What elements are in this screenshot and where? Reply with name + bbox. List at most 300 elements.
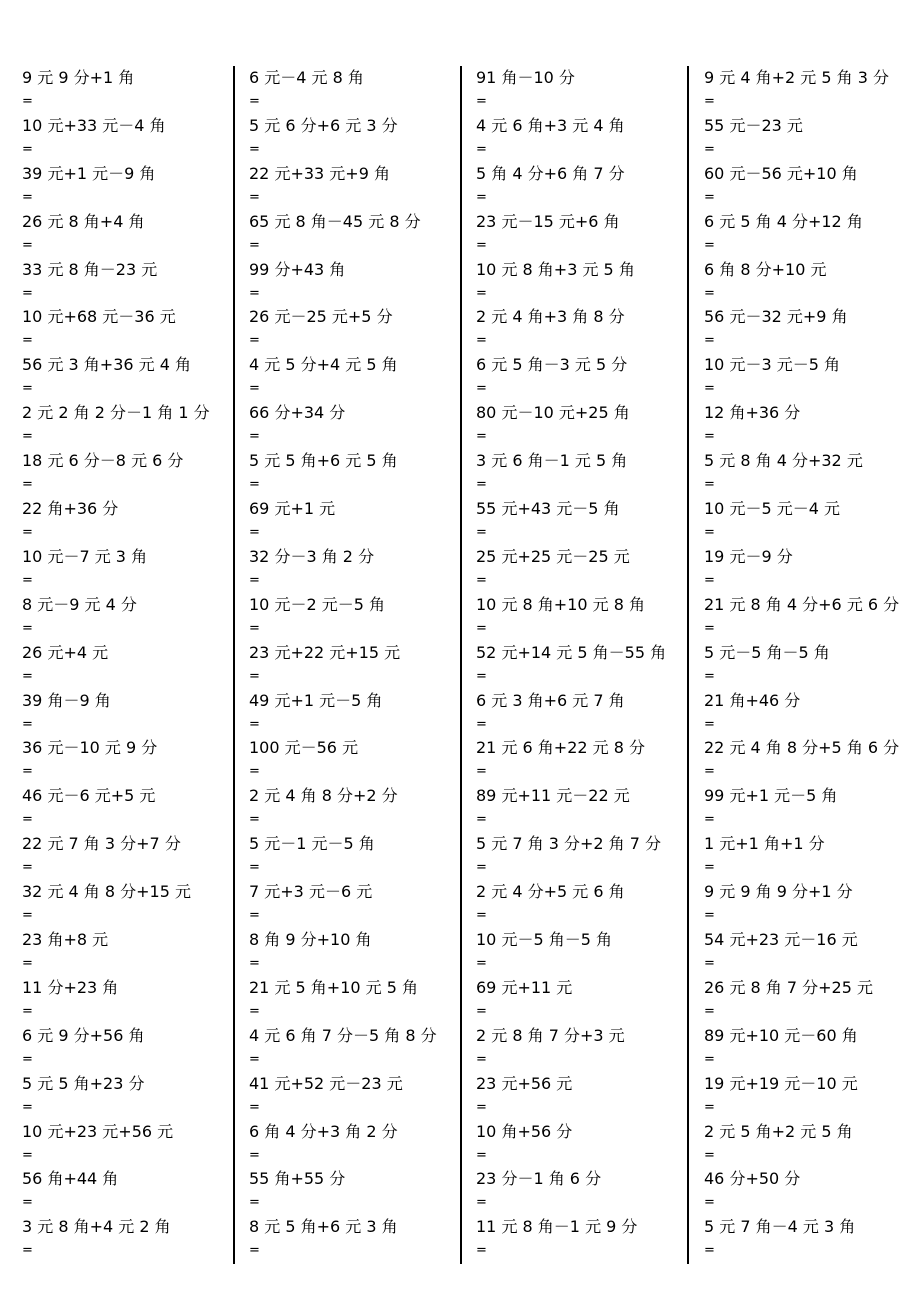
answer-equals-line[interactable]: = <box>704 1195 715 1211</box>
problem-expression: 12 角+36 分 <box>704 403 801 423</box>
answer-equals-line[interactable]: = <box>249 860 260 876</box>
problem-expression: 69 元+11 元 <box>476 977 573 997</box>
problem-item <box>249 353 471 401</box>
problem-item <box>249 784 471 832</box>
problem-expression: 2 元 4 角+3 角 8 分 <box>476 307 625 327</box>
problem-expression: 2 元 4 分+5 元 6 角 <box>476 882 625 902</box>
answer-equals-line[interactable]: = <box>476 860 487 876</box>
answer-equals-line[interactable]: = <box>704 333 715 349</box>
problem-expression: 23 分－1 角 6 分 <box>476 1169 602 1189</box>
problem-expression: 10 元+68 元－36 元 <box>22 307 176 327</box>
problem-item <box>22 784 244 832</box>
problem-item <box>249 545 471 593</box>
answer-equals-line[interactable]: = <box>249 764 260 780</box>
problem-item <box>22 736 244 784</box>
answer-equals-line[interactable]: = <box>22 956 33 972</box>
problem-item <box>249 1167 471 1215</box>
problem-expression: 9 元 9 分+1 角 <box>22 68 135 87</box>
problem-item <box>476 736 698 784</box>
problem-item <box>22 593 244 641</box>
problem-item <box>704 593 920 641</box>
problem-expression: 5 元－1 元－5 角 <box>249 834 375 854</box>
problem-expression: 66 分+34 分 <box>249 403 346 423</box>
problem-item <box>704 1167 920 1215</box>
answer-equals-line[interactable]: = <box>476 477 487 493</box>
problem-item <box>476 497 698 545</box>
answer-equals-line[interactable]: = <box>249 1243 260 1259</box>
problem-expression: 36 元－10 元 9 分 <box>22 738 158 758</box>
problem-expression: 39 元+1 元－9 角 <box>22 163 156 183</box>
answer-equals-line[interactable]: = <box>476 1003 487 1019</box>
problem-item <box>22 353 244 401</box>
answer-equals-line[interactable]: = <box>704 477 715 493</box>
problem-item <box>249 114 471 162</box>
problem-expression: 10 元－5 元－4 元 <box>704 499 840 519</box>
problem-expression: 21 元 8 角 4 分+6 元 6 分 <box>704 594 900 614</box>
answer-equals-line[interactable]: = <box>476 620 487 636</box>
problem-expression: 55 元+43 元－5 角 <box>476 499 620 519</box>
answer-equals-line[interactable]: = <box>704 956 715 972</box>
problem-expression: 8 元 5 角+6 元 3 角 <box>249 1217 398 1237</box>
answer-equals-line[interactable]: = <box>22 812 33 828</box>
problem-expression: 11 元 8 角－1 元 9 分 <box>476 1217 638 1237</box>
problem-column-1 <box>22 66 244 1263</box>
problem-item <box>476 162 698 210</box>
problem-item <box>476 784 698 832</box>
answer-equals-line[interactable]: = <box>476 237 487 253</box>
answer-equals-line[interactable]: = <box>22 525 33 541</box>
problem-item <box>249 66 471 114</box>
problem-expression: 19 元－9 分 <box>704 546 793 566</box>
answer-equals-line[interactable]: = <box>22 477 33 493</box>
answer-equals-line[interactable]: = <box>22 285 33 301</box>
problem-expression: 23 元－15 元+6 角 <box>476 211 620 231</box>
problem-expression: 21 元 5 角+10 元 5 角 <box>249 977 419 997</box>
problem-item <box>249 641 471 689</box>
problem-item <box>249 689 471 737</box>
problem-expression: 5 元 5 角+23 分 <box>22 1073 145 1093</box>
problem-item <box>476 593 698 641</box>
answer-equals-line[interactable]: = <box>22 1147 33 1163</box>
problem-item <box>22 66 244 114</box>
problem-item <box>704 401 920 449</box>
problem-expression: 21 元 6 角+22 元 8 分 <box>476 738 646 758</box>
answer-equals-line[interactable]: = <box>704 285 715 301</box>
problem-item <box>249 1120 471 1168</box>
answer-equals-line[interactable]: = <box>476 764 487 780</box>
problem-expression: 4 元 6 角+3 元 4 角 <box>476 115 625 135</box>
answer-equals-line[interactable]: = <box>249 333 260 349</box>
problem-expression: 69 元+1 元 <box>249 499 336 519</box>
answer-equals-line[interactable]: = <box>476 812 487 828</box>
answer-equals-line[interactable]: = <box>476 381 487 397</box>
answer-equals-line[interactable]: = <box>704 1051 715 1067</box>
problem-item <box>249 832 471 880</box>
problem-item <box>476 832 698 880</box>
answer-equals-line[interactable]: = <box>476 1195 487 1211</box>
answer-equals-line[interactable]: = <box>22 237 33 253</box>
answer-equals-line[interactable]: = <box>704 1099 715 1115</box>
problem-expression: 2 元 8 角 7 分+3 元 <box>476 1025 625 1045</box>
answer-equals-line[interactable]: = <box>249 812 260 828</box>
problem-item <box>22 1167 244 1215</box>
answer-equals-line[interactable]: = <box>476 668 487 684</box>
problem-expression: 46 元－6 元+5 元 <box>22 786 156 806</box>
problem-item <box>476 928 698 976</box>
problem-item <box>249 162 471 210</box>
problem-expression: 54 元+23 元－16 元 <box>704 930 858 950</box>
answer-equals-line[interactable]: = <box>249 525 260 541</box>
answer-equals-line[interactable]: = <box>249 285 260 301</box>
answer-equals-line[interactable]: = <box>476 141 487 157</box>
answer-equals-line[interactable]: = <box>476 1147 487 1163</box>
problem-item <box>249 593 471 641</box>
answer-equals-line[interactable]: = <box>249 908 260 924</box>
answer-equals-line[interactable]: = <box>249 94 260 109</box>
answer-equals-line[interactable]: = <box>476 333 487 349</box>
problem-item <box>22 880 244 928</box>
answer-equals-line[interactable]: = <box>704 1243 715 1259</box>
problem-expression: 23 元+22 元+15 元 <box>249 642 401 662</box>
answer-equals-line[interactable]: = <box>476 1243 487 1259</box>
problem-expression: 22 元+33 元+9 角 <box>249 163 390 183</box>
problem-expression: 11 分+23 角 <box>22 977 119 997</box>
problem-expression: 2 元 2 角 2 分－1 角 1 分 <box>22 403 210 423</box>
problem-item <box>704 305 920 353</box>
problem-item <box>704 689 920 737</box>
problem-expression: 10 角+56 分 <box>476 1121 573 1141</box>
problem-expression: 6 角 4 分+3 角 2 分 <box>249 1121 398 1141</box>
problem-expression: 4 元 6 角 7 分－5 角 8 分 <box>249 1025 437 1045</box>
problem-expression: 21 角+46 分 <box>704 690 801 710</box>
answer-equals-line[interactable]: = <box>22 94 33 109</box>
answer-equals-line[interactable]: = <box>249 716 260 732</box>
answer-equals-line[interactable]: = <box>704 716 715 732</box>
problem-item <box>476 114 698 162</box>
problem-expression: 23 元+56 元 <box>476 1073 573 1093</box>
problem-expression: 6 元 5 角 4 分+12 角 <box>704 211 863 231</box>
problem-item <box>476 1120 698 1168</box>
problem-expression: 10 元－7 元 3 角 <box>22 546 148 566</box>
answer-equals-line[interactable]: = <box>249 237 260 253</box>
answer-equals-line[interactable]: = <box>22 381 33 397</box>
problem-column-2 <box>249 66 471 1263</box>
answer-equals-line[interactable]: = <box>22 1003 33 1019</box>
problem-item <box>22 258 244 306</box>
answer-equals-line[interactable]: = <box>704 764 715 780</box>
problem-column-4 <box>704 66 920 1263</box>
answer-equals-line[interactable]: = <box>704 812 715 828</box>
problem-item <box>22 401 244 449</box>
problem-expression: 39 角－9 角 <box>22 690 111 710</box>
problem-expression: 46 分+50 分 <box>704 1169 801 1189</box>
problem-item <box>22 114 244 162</box>
problem-item <box>704 114 920 162</box>
problem-expression: 5 元 7 角－4 元 3 角 <box>704 1217 856 1237</box>
answer-equals-line[interactable]: = <box>476 285 487 301</box>
answer-equals-line[interactable]: = <box>249 381 260 397</box>
problem-item <box>704 641 920 689</box>
problem-item <box>22 641 244 689</box>
problem-item <box>22 497 244 545</box>
problem-expression: 55 元－23 元 <box>704 115 803 135</box>
problem-expression: 80 元－10 元+25 角 <box>476 403 630 423</box>
answer-equals-line[interactable]: = <box>249 572 260 588</box>
problem-item <box>704 66 920 114</box>
problem-expression: 60 元－56 元+10 角 <box>704 163 858 183</box>
problem-item <box>22 162 244 210</box>
problem-expression: 25 元+25 元－25 元 <box>476 546 630 566</box>
answer-equals-line[interactable]: = <box>476 525 487 541</box>
answer-equals-line[interactable]: = <box>22 1051 33 1067</box>
answer-equals-line[interactable]: = <box>704 525 715 541</box>
answer-equals-line[interactable]: = <box>704 189 715 205</box>
problem-expression: 55 角+55 分 <box>249 1169 346 1189</box>
problem-expression: 6 元－4 元 8 角 <box>249 68 364 87</box>
answer-equals-line[interactable]: = <box>22 429 33 445</box>
problem-expression: 10 元 8 角+10 元 8 角 <box>476 594 646 614</box>
answer-equals-line[interactable]: = <box>704 429 715 445</box>
problem-item <box>22 928 244 976</box>
problem-expression: 32 分－3 角 2 分 <box>249 546 375 566</box>
problem-item <box>249 880 471 928</box>
answer-equals-line[interactable]: = <box>476 956 487 972</box>
answer-equals-line[interactable]: = <box>22 189 33 205</box>
problem-item <box>476 976 698 1024</box>
problem-expression: 2 元 5 角+2 元 5 角 <box>704 1121 853 1141</box>
answer-equals-line[interactable]: = <box>22 141 33 157</box>
problem-expression: 5 元 6 分+6 元 3 分 <box>249 115 398 135</box>
problem-item <box>249 736 471 784</box>
problem-expression: 5 元－5 角－5 角 <box>704 642 830 662</box>
answer-equals-line[interactable]: = <box>249 1195 260 1211</box>
problem-item <box>249 497 471 545</box>
problem-item <box>22 545 244 593</box>
answer-equals-line[interactable]: = <box>476 94 487 109</box>
answer-equals-line[interactable]: = <box>22 1195 33 1211</box>
problem-expression: 41 元+52 元－23 元 <box>249 1073 403 1093</box>
problem-item <box>704 545 920 593</box>
problem-item <box>249 449 471 497</box>
answer-equals-line[interactable]: = <box>249 1099 260 1115</box>
problem-expression: 52 元+14 元 5 角－55 角 <box>476 642 667 662</box>
problem-expression: 26 元+4 元 <box>22 642 109 662</box>
problem-item <box>476 66 698 114</box>
problem-expression: 2 元 4 角 8 分+2 分 <box>249 786 398 806</box>
problem-expression: 99 分+43 角 <box>249 259 346 279</box>
answer-equals-line[interactable]: = <box>22 764 33 780</box>
answer-equals-line[interactable]: = <box>704 237 715 253</box>
problem-item <box>249 928 471 976</box>
problem-item <box>476 880 698 928</box>
problem-expression: 26 元－25 元+5 分 <box>249 307 393 327</box>
answer-equals-line[interactable]: = <box>22 908 33 924</box>
problem-item <box>476 305 698 353</box>
problem-item <box>704 162 920 210</box>
problem-item <box>476 689 698 737</box>
problem-item <box>476 353 698 401</box>
problem-expression: 26 元 8 角 7 分+25 元 <box>704 977 874 997</box>
answer-equals-line[interactable]: = <box>249 956 260 972</box>
answer-equals-line[interactable]: = <box>704 94 715 109</box>
answer-equals-line[interactable]: = <box>249 1051 260 1067</box>
problem-item <box>704 832 920 880</box>
problem-item <box>476 1215 698 1263</box>
problem-expression: 18 元 6 分－8 元 6 分 <box>22 451 184 471</box>
problem-item <box>22 305 244 353</box>
problem-expression: 22 元 4 角 8 分+5 角 6 分 <box>704 738 900 758</box>
answer-equals-line[interactable]: = <box>249 141 260 157</box>
answer-equals-line[interactable]: = <box>476 429 487 445</box>
problem-item <box>22 832 244 880</box>
problem-item <box>476 449 698 497</box>
problem-expression: 9 元 9 角 9 分+1 分 <box>704 882 853 902</box>
answer-equals-line[interactable]: = <box>476 1099 487 1115</box>
problem-expression: 6 元 5 角－3 元 5 分 <box>476 355 628 375</box>
answer-equals-line[interactable]: = <box>704 141 715 157</box>
answer-equals-line[interactable]: = <box>22 668 33 684</box>
problem-item <box>704 1072 920 1120</box>
problem-item <box>22 210 244 258</box>
problem-expression: 5 元 7 角 3 分+2 角 7 分 <box>476 834 661 854</box>
problem-expression: 10 元－3 元－5 角 <box>704 355 840 375</box>
problem-expression: 10 元 8 角+3 元 5 角 <box>476 259 635 279</box>
answer-equals-line[interactable]: = <box>704 620 715 636</box>
answer-equals-line[interactable]: = <box>22 1099 33 1115</box>
problem-expression: 3 元 6 角－1 元 5 角 <box>476 451 628 471</box>
answer-equals-line[interactable]: = <box>476 908 487 924</box>
answer-equals-line[interactable]: = <box>704 1147 715 1163</box>
problem-expression: 91 角－10 分 <box>476 68 575 87</box>
answer-equals-line[interactable]: = <box>249 1147 260 1163</box>
problem-expression: 10 元－2 元－5 角 <box>249 594 385 614</box>
problem-expression: 6 元 3 角+6 元 7 角 <box>476 690 625 710</box>
problem-item <box>249 401 471 449</box>
problem-item <box>704 449 920 497</box>
problem-expression: 5 角 4 分+6 角 7 分 <box>476 163 625 183</box>
answer-equals-line[interactable]: = <box>704 381 715 397</box>
problem-expression: 65 元 8 角－45 元 8 分 <box>249 211 421 231</box>
problem-expression: 56 元－32 元+9 角 <box>704 307 848 327</box>
answer-equals-line[interactable]: = <box>22 716 33 732</box>
problem-item <box>704 976 920 1024</box>
answer-equals-line[interactable]: = <box>249 1003 260 1019</box>
problem-expression: 5 元 8 角 4 分+32 元 <box>704 451 863 471</box>
problem-expression: 19 元+19 元－10 元 <box>704 1073 858 1093</box>
problem-item <box>476 401 698 449</box>
problem-item <box>476 210 698 258</box>
answer-equals-line[interactable]: = <box>22 572 33 588</box>
problem-item <box>249 1072 471 1120</box>
problem-expression: 5 元 5 角+6 元 5 角 <box>249 451 398 471</box>
problem-item <box>704 1120 920 1168</box>
answer-equals-line[interactable]: = <box>249 668 260 684</box>
problem-item <box>476 545 698 593</box>
problem-expression: 56 角+44 角 <box>22 1169 119 1189</box>
answer-equals-line[interactable]: = <box>476 716 487 732</box>
answer-equals-line[interactable]: = <box>22 1243 33 1259</box>
problem-item <box>22 1072 244 1120</box>
answer-equals-line[interactable]: = <box>704 668 715 684</box>
problem-item <box>704 353 920 401</box>
answer-equals-line[interactable]: = <box>249 429 260 445</box>
answer-equals-line[interactable]: = <box>476 572 487 588</box>
answer-equals-line[interactable]: = <box>704 908 715 924</box>
problem-expression: 8 元－9 元 4 分 <box>22 594 137 614</box>
answer-equals-line[interactable]: = <box>249 189 260 205</box>
problem-item <box>704 736 920 784</box>
problem-item <box>22 1024 244 1072</box>
answer-equals-line[interactable]: = <box>704 572 715 588</box>
problem-item <box>704 210 920 258</box>
problem-expression: 4 元 5 分+4 元 5 角 <box>249 355 398 375</box>
problem-expression: 10 元+23 元+56 元 <box>22 1121 174 1141</box>
answer-equals-line[interactable]: = <box>22 860 33 876</box>
answer-equals-line[interactable]: = <box>476 1051 487 1067</box>
problem-item <box>476 1024 698 1072</box>
answer-equals-line[interactable]: = <box>22 620 33 636</box>
problem-item <box>22 1215 244 1263</box>
problem-item <box>476 258 698 306</box>
problem-item <box>22 449 244 497</box>
problem-expression: 99 元+1 元－5 角 <box>704 786 838 806</box>
answer-equals-line[interactable]: = <box>249 620 260 636</box>
problem-item <box>704 497 920 545</box>
problem-item <box>704 1024 920 1072</box>
problem-item <box>704 784 920 832</box>
problem-item <box>22 1120 244 1168</box>
problem-item <box>249 1215 471 1263</box>
problem-item <box>22 976 244 1024</box>
problem-expression: 1 元+1 角+1 分 <box>704 834 825 854</box>
problem-expression: 89 元+10 元－60 角 <box>704 1025 858 1045</box>
problem-item <box>704 928 920 976</box>
problem-item <box>249 258 471 306</box>
problem-expression: 10 元－5 角－5 角 <box>476 930 612 950</box>
problem-expression: 23 角+8 元 <box>22 930 109 950</box>
problem-column-3 <box>476 66 698 1263</box>
problem-item <box>704 880 920 928</box>
problem-expression: 10 元+33 元－4 角 <box>22 115 166 135</box>
problem-item <box>249 210 471 258</box>
problem-expression: 100 元－56 元 <box>249 738 359 758</box>
problem-expression: 26 元 8 角+4 角 <box>22 211 145 231</box>
problem-item <box>704 258 920 306</box>
problem-expression: 8 角 9 分+10 角 <box>249 930 372 950</box>
problem-expression: 22 元 7 角 3 分+7 分 <box>22 834 181 854</box>
answer-equals-line[interactable]: = <box>704 1003 715 1019</box>
problem-expression: 9 元 4 角+2 元 5 角 3 分 <box>704 68 889 87</box>
problem-expression: 6 元 9 分+56 角 <box>22 1025 145 1045</box>
answer-equals-line[interactable]: = <box>22 333 33 349</box>
problem-item <box>476 1072 698 1120</box>
problem-item <box>704 1215 920 1263</box>
problem-item <box>249 1024 471 1072</box>
problem-expression: 3 元 8 角+4 元 2 角 <box>22 1217 171 1237</box>
problem-expression: 32 元 4 角 8 分+15 元 <box>22 882 192 902</box>
problem-item <box>249 976 471 1024</box>
problem-item <box>476 641 698 689</box>
problem-item <box>22 689 244 737</box>
problem-expression: 22 角+36 分 <box>22 499 119 519</box>
answer-equals-line[interactable]: = <box>704 860 715 876</box>
answer-equals-line[interactable]: = <box>476 189 487 205</box>
answer-equals-line[interactable]: = <box>249 477 260 493</box>
problem-expression: 49 元+1 元－5 角 <box>249 690 383 710</box>
problem-item <box>476 1167 698 1215</box>
problem-expression: 33 元 8 角－23 元 <box>22 259 158 279</box>
problem-expression: 56 元 3 角+36 元 4 角 <box>22 355 192 375</box>
